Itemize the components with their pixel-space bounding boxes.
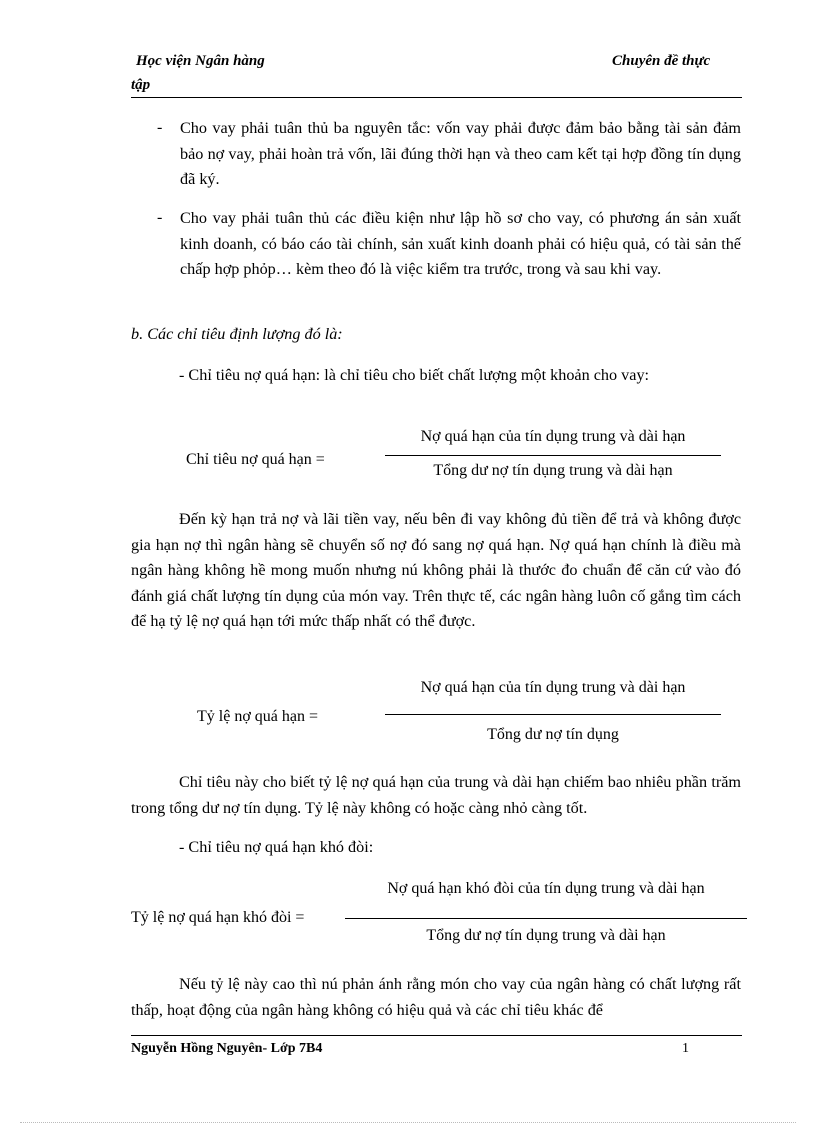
- section-heading: b. Các chỉ tiêu định lượng đó là:: [131, 325, 343, 343]
- fraction-bar: [385, 714, 721, 715]
- formula-denominator: Tổng dư nợ tín dụng: [487, 726, 619, 743]
- header-institution-continued: tập: [131, 77, 151, 93]
- formula-denominator: Tổng dư nợ tín dụng trung và dài hạn: [433, 462, 673, 479]
- paragraph-ratio-explanation: Chỉ tiêu này cho biết tỷ lệ nợ quá hạn của trung và dài hạn chiếm bao nhiêu phần trăm trong tổng dư nợ tín dụng. Tỷ lệ này không có hoặc càng nhỏ càng tốt.: [131, 773, 741, 817]
- paragraph-overdue-explanation: Đến kỳ hạn trả nợ và lãi tiền vay, nếu bên đi vay không đủ tiền để trả và không được gia hạn nợ thì ngân hàng sẽ chuyển số nợ đó sang nợ quá hạn. Nợ quá hạn chính là điều mà ngân hàng không hề mong muốn nhưng nú không phải là thước đo chuẩn để căn cứ vào đó đánh giá chất lượng tín dụng của món vay. Trên thực tế, các ngân hàng luôn cố gắng tìm cách để hạ tỷ lệ nợ quá hạn tới mức thấp nhất có thể được.: [131, 510, 741, 630]
- header-institution: Học viện Ngân hàng: [136, 53, 265, 69]
- bullet-marker: -: [157, 119, 163, 136]
- formula-numerator: Nợ quá hạn của tín dụng trung và dài hạn: [420, 428, 686, 445]
- formula-denominator: Tổng dư nợ tín dụng trung và dài hạn: [426, 927, 666, 944]
- paragraph-bad-debt-explanation: Nếu tỷ lệ này cao thì nú phản ánh rằng món cho vay của ngân hàng có chất lượng rất thấp, hoạt động của ngân hàng không có hiệu quả và các chỉ tiêu khác để: [131, 975, 741, 1019]
- formula-numerator: Nợ quá hạn khó đòi của tín dụng trung và dài hạn: [387, 880, 705, 897]
- fraction-bar: [345, 918, 747, 919]
- page-number: 1: [682, 1041, 689, 1056]
- bullet-paragraph-principles: Cho vay phải tuân thủ ba nguyên tắc: vốn vay phải được đảm bảo bằng tài sản đảm bảo nợ vay, phải hoàn trả vốn, lãi đúng thời hạn và theo cam kết tại hợp đồng tín dụng đã ký.: [180, 119, 741, 188]
- formula-numerator: Nợ quá hạn của tín dụng trung và dài hạn: [420, 679, 686, 696]
- formula-label: Tỷ lệ nợ quá hạn =: [197, 708, 319, 725]
- footer-author: Nguyễn Hồng Nguyên- Lớp 7B4: [131, 1041, 323, 1056]
- bullet-marker: -: [157, 209, 163, 226]
- header-document-type: Chuyên đề thực: [612, 53, 711, 69]
- bullet-paragraph-conditions: Cho vay phải tuân thủ các điều kiện như lập hồ sơ cho vay, có phương án sản xuất kinh doanh, có báo cáo tài chính, sản xuất kinh doanh phải có hiệu quả, có tài sản thế chấp hợp phỏp… kèm theo đó là việc kiểm tra trước, trong và sau khi vay.: [180, 209, 741, 278]
- formula-label: Chỉ tiêu nợ quá hạn =: [186, 451, 325, 468]
- indicator-intro-bad-debt: - Chỉ tiêu nợ quá hạn khó đòi:: [179, 838, 374, 856]
- indicator-intro-overdue: - Chỉ tiêu nợ quá hạn: là chỉ tiêu cho biết chất lượng một khoản cho vay:: [179, 366, 650, 384]
- header-rule: [131, 97, 742, 98]
- footer-rule: [131, 1035, 742, 1036]
- formula-label: Tỷ lệ nợ quá hạn khó đòi =: [131, 909, 305, 926]
- fraction-bar: [385, 455, 721, 456]
